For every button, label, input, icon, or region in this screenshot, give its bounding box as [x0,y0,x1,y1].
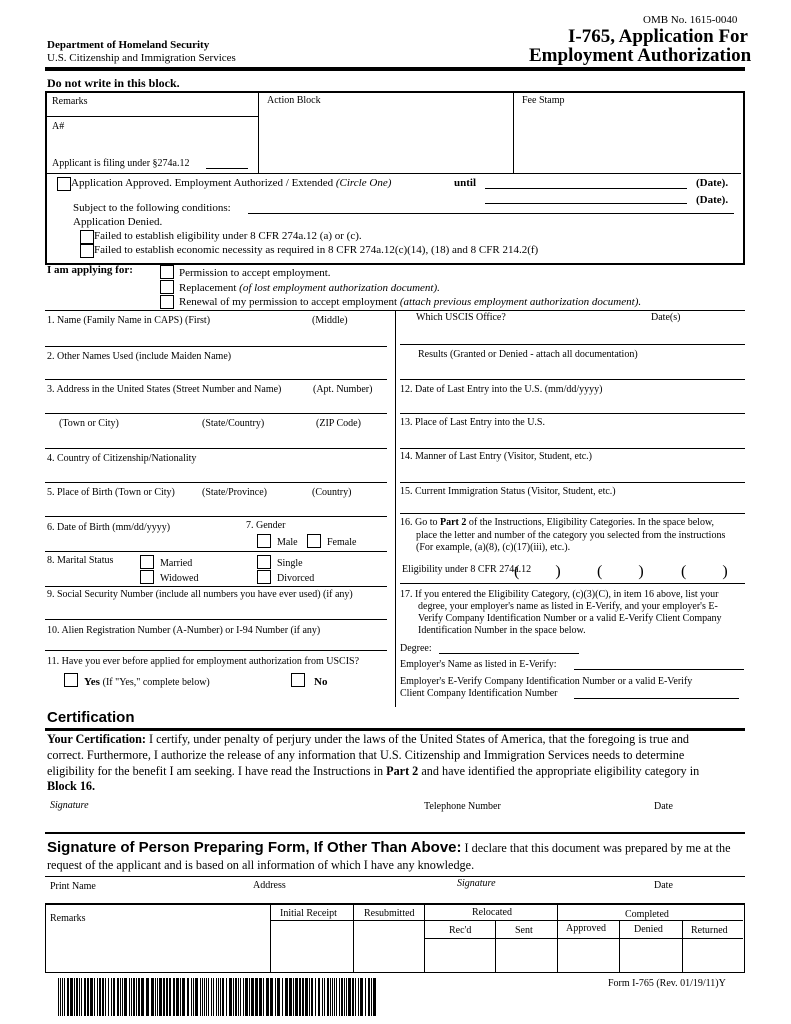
completed-label: Completed [625,909,669,920]
dates-label: Date(s) [651,312,681,323]
divider [682,920,683,972]
q3-apt-label: (Apt. Number) [313,384,373,395]
preparer-print-name-label: Print Name [50,881,96,892]
no-label: No [314,676,328,688]
divider [45,832,745,834]
q17-line3: Verify Company Identification Number or a valid E-Verify Client Company [418,613,722,624]
q13-label: 13. Place of Last Entry into the U.S. [400,417,545,428]
state-country-label: (State/Country) [202,418,265,429]
q9-label: 9. Social Security Number (include all numbers you have ever used) (if any) [47,589,353,600]
divider [270,920,424,921]
form-title-line1: I-765, Application For [568,26,748,47]
q5-label: 5. Place of Birth (Town or City) [47,487,175,498]
employer-id-field[interactable] [574,698,739,699]
no-checkbox[interactable] [291,673,305,687]
permission-label: Permission to accept employment. [179,267,331,279]
agency-dhs: Department of Homeland Security [47,39,210,51]
certification-rule [45,728,745,731]
town-line [45,448,387,449]
q14-line [400,482,745,483]
until-label: until [454,177,477,189]
q17-line2: degree, your employer's name as listed in E-Verify, and your employer's E- [418,601,718,612]
q12-label: 12. Date of Last Entry into the U.S. (mm/dd/yyyy) [400,384,603,395]
employer-field[interactable] [574,669,744,670]
eligibility-paren-2[interactable]: ( ) [597,563,644,580]
q11-label: 11. Have you ever before applied for employment authorization from USCIS? [47,656,360,667]
q3-line [45,413,387,414]
omb-number: OMB No. 1615-0040 [643,14,738,26]
replacement-label: Replacement (of lost employment authorization document). [179,282,440,294]
q12-line [400,413,745,414]
yes-label: Yes (If "Yes," complete below) [84,676,210,688]
divider [45,876,745,877]
preparer-line2: request of the applicant and is based on all information of which I have any knowledge. [47,858,475,872]
divider [47,173,741,174]
form-revision: Form I-765 (Rev. 01/19/11)Y [608,978,726,989]
zip-label: (ZIP Code) [316,418,361,429]
q5-line [45,516,387,517]
fee-stamp-label: Fee Stamp [522,95,565,106]
bottom-denied-label: Denied [634,924,663,935]
subject-label: Subject to the following conditions: [73,202,231,214]
failed2-checkbox[interactable] [80,244,94,258]
degree-label: Degree: [400,643,432,654]
q10-line [45,650,387,651]
permission-checkbox[interactable] [160,265,174,279]
replacement-checkbox[interactable] [160,280,174,294]
q4-label: 4. Country of Citizenship/Nationality [47,453,197,464]
cert-date-label: Date [654,801,673,812]
date-label-1: (Date). [696,177,729,189]
q14-label: 14. Manner of Last Entry (Visitor, Student, etc.) [400,451,593,462]
divider [258,92,259,173]
filing-under-blank [206,168,248,169]
q15-label: 15. Current Immigration Status (Visitor, Student, etc.) [400,486,616,497]
q16-line [400,583,745,584]
divider [513,92,514,173]
q4-line [45,482,387,483]
failed1-checkbox[interactable] [80,230,94,244]
form-title-line2: Employment Authorization [529,45,752,66]
divider [495,920,496,972]
returned-label: Returned [691,925,728,936]
divider [424,938,743,939]
q1-middle-label: (Middle) [312,315,348,326]
q5-country-label: (Country) [312,487,352,498]
bottom-approved-label: Approved [566,923,606,934]
eligibility-paren-3[interactable]: ( ) [681,563,728,580]
failed2-label: Failed to establish economic necessity as required in 8 CFR 274a.12(c)(14), (18) and 8 CFR 214.2(f) [94,244,539,256]
preparer-date-label: Date [654,880,673,891]
office-line [400,344,745,345]
q16-line1: 16. Go to Part 2 of the Instructions, Eligibility Categories. In the space below, [400,517,715,528]
eligibility-label: Eligibility under 8 CFR 274a.12 [402,564,532,575]
preparer-line1: Signature of Person Preparing Form, If Other Than Above: I declare that this document was prepared by me at the [47,839,731,856]
employer-label: Employer's Name as listed in E-Verify: [400,659,557,670]
q5-state-label: (State/Province) [202,487,267,498]
divider [47,116,258,117]
q16-line2: place the letter and number of the category you selected from the instructions [416,530,726,541]
employer-id-line2: Client Company Identification Number [400,688,558,699]
conditions-line [248,213,734,214]
q6-line [45,551,387,552]
certification-line4: Block 16. [47,779,96,793]
approved-label: Application Approved. Employment Authorized / Extended (Circle One) [71,177,392,189]
q7-label: 7. Gender [246,520,286,531]
certification-line3: eligibility for the benefit I am seeking. I have read the Instructions in Part 2 and have identified the appropriate eligibility category in [47,764,700,778]
until-date-line [485,188,687,189]
female-label: Female [327,537,357,548]
q13-line [400,448,745,449]
header-rule [45,67,745,71]
relocated-label: Relocated [472,907,512,918]
preparer-signature-label: Signature [457,878,496,889]
town-label: (Town or City) [59,418,119,429]
q10-label: 10. Alien Registration Number (A-Number) or I-94 Number (if any) [47,625,321,636]
results-label: Results (Granted or Denied - attach all documentation) [418,349,638,360]
until-date-line-2 [485,203,687,204]
q1-label: 1. Name (Family Name in CAPS) (First) [47,315,211,326]
single-label: Single [277,558,303,569]
q17-line1: 17. If you entered the Eligibility Category, (c)(3)(C), in item 16 above, list your [400,589,719,600]
applying-for-label: I am applying for: [47,264,133,276]
widowed-checkbox[interactable] [140,570,154,584]
yes-checkbox[interactable] [64,673,78,687]
single-checkbox[interactable] [257,555,271,569]
employer-id-line1: Employer's E-Verify Company Identification Number or a valid E-Verify [400,676,693,687]
approved-checkbox[interactable] [57,177,71,191]
q2-line [45,379,387,380]
denied-label: Application Denied. [73,216,163,228]
preparer-address-label: Address [253,880,286,891]
divorced-checkbox[interactable] [257,570,271,584]
q1-line [45,346,387,347]
sent-label: Sent [515,925,533,936]
resubmitted-label: Resubmitted [364,908,415,919]
q17-line4: Identification Number in the space below. [418,625,586,636]
q3-label: 3. Address in the United States (Street Number and Name) [47,384,282,395]
bottom-remarks-label: Remarks [50,913,86,924]
certification-line2: correct. Furthermore, I authorize the release of any information that U.S. Citizenship and Immigration Services needs to determine [47,748,685,762]
recd-label: Rec'd [449,925,472,936]
certification-line1: Your Certification: I certify, under penalty of perjury under the laws of the United States of America, that the foregoing is true and [47,732,690,746]
q2-label: 2. Other Names Used (include Maiden Name) [47,351,232,362]
eligibility-paren-1[interactable]: ( ) [514,563,561,580]
do-not-write-label: Do not write in this block. [47,76,180,90]
q9-line [45,619,387,620]
failed1-label: Failed to establish eligibility under 8 CFR 274a.12 (a) or (c). [94,230,362,242]
divider [270,905,271,972]
certification-heading: Certification [47,709,135,726]
q16-line3: (For example, (a)(8), (c)(17)(iii), etc.). [416,542,571,553]
barcode [58,978,380,1016]
married-label: Married [160,558,193,569]
cert-telephone-label: Telephone Number [424,801,501,812]
agency-uscis: U.S. Citizenship and Immigration Services [47,52,236,64]
divider [619,920,620,972]
results-line [400,379,745,380]
male-label: Male [277,537,298,548]
column-divider [395,311,396,707]
widowed-label: Widowed [160,573,199,584]
remarks-label: Remarks [52,96,88,107]
renewal-label: Renewal of my permission to accept employment (attach previous employment authorization document). [179,296,642,308]
male-checkbox[interactable] [257,534,271,548]
divider [424,920,743,921]
degree-field[interactable] [439,653,579,654]
filing-under-label: Applicant is filing under §274a.12 [52,158,190,169]
initial-receipt-label: Initial Receipt [280,908,337,919]
q6-label: 6. Date of Birth (mm/dd/yyyy) [47,522,171,533]
date-label-2: (Date). [696,194,729,206]
q8-label: 8. Marital Status [47,555,114,566]
renewal-checkbox[interactable] [160,295,174,309]
which-office-label: Which USCIS Office? [416,312,506,323]
q8-line [45,586,387,587]
action-block-label: Action Block [267,95,321,106]
a-number-label: A# [52,121,65,132]
married-checkbox[interactable] [140,555,154,569]
q15-line [400,513,745,514]
divorced-label: Divorced [277,573,315,584]
female-checkbox[interactable] [307,534,321,548]
divider [353,905,354,972]
cert-signature-label: Signature [50,800,89,811]
